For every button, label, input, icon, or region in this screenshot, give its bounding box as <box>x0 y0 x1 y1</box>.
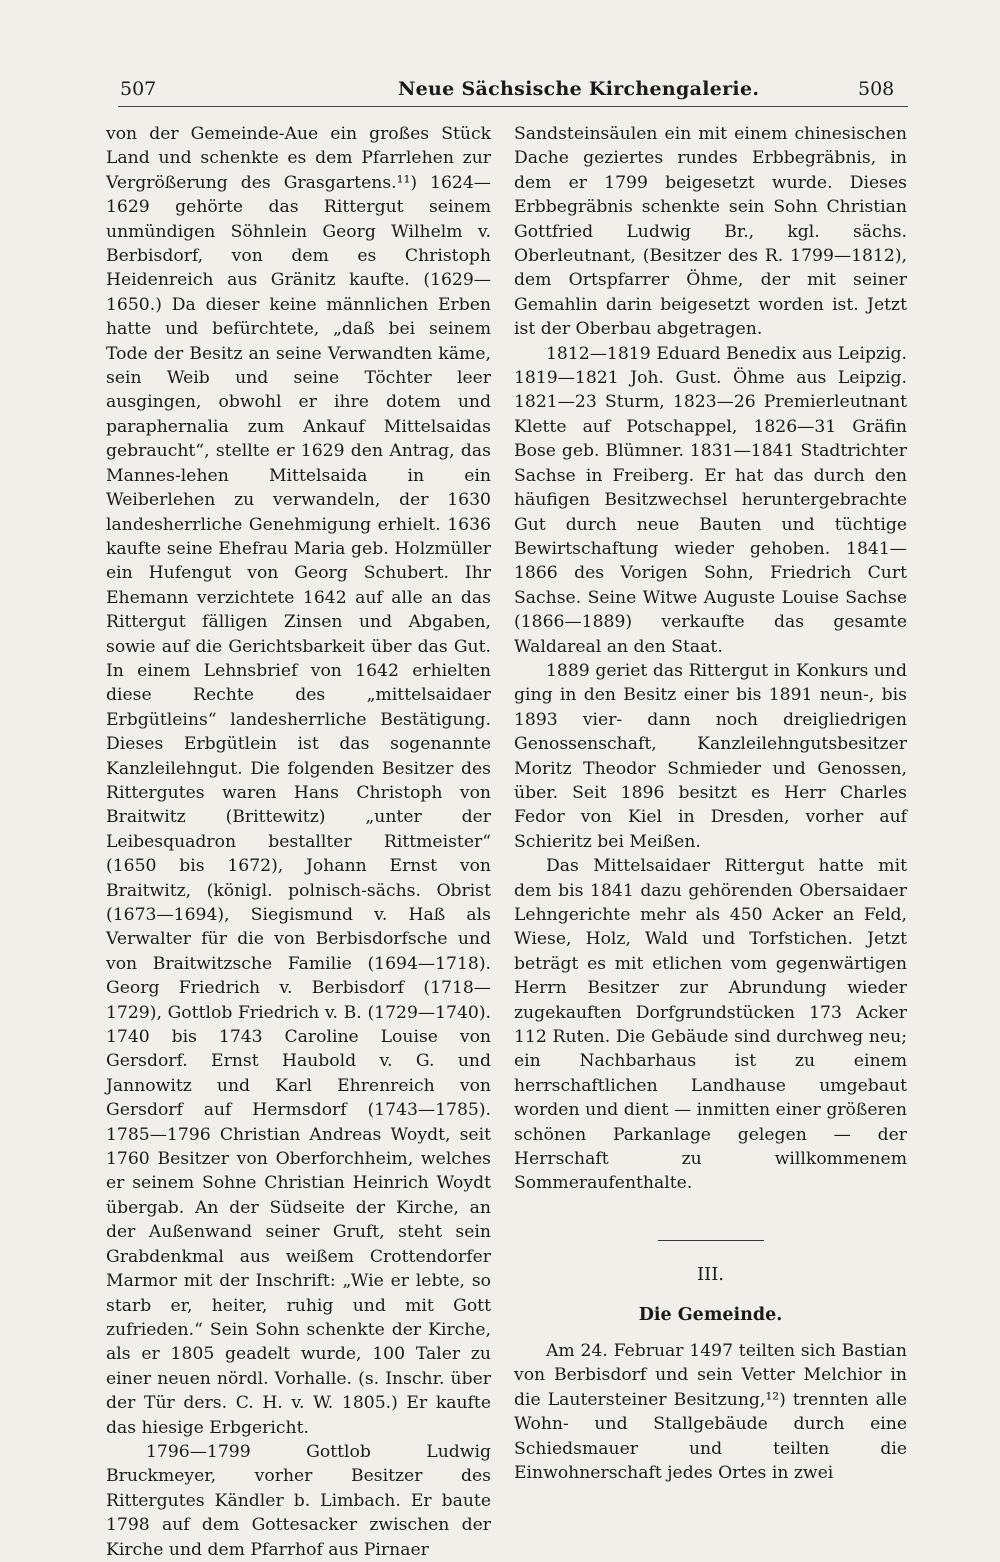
paragraph: Am 24. Februar 1497 teilten sich Bastian von Berbisdorf und sein Vetter Melchior in die Lautersteiner Besitzung,¹²) trennten alle Wohn- und Stallgebäude durch eine Schiedsmauer und teilten die Einwohnerschaft jedes Ortes in zwei <box>514 1340 907 1483</box>
paragraph: Sandsteinsäulen ein mit einem chinesischen Dache geziertes rundes Erbbegräbnis, in dem er 1799 beigesetzt wurde. Dieses Erbbegräbnis schenkte sein Sohn Christian Gottfried Ludwig Br., kgl. sächs. Oberleutnant, (Besitzer des R. 1799—1812), dem Ortspfarrer Öhme, der mit seiner Gemahlin darin beigesetzt worden ist. Jetzt ist der Oberbau abgetragen. <box>514 124 907 340</box>
right-column <box>514 122 907 1485</box>
page-header <box>0 78 1000 108</box>
paragraph: von der Gemeinde-Aue ein großes Stück Land und schenkte es dem Pfarrlehen zur Vergrößerung des Grasgartens.¹¹) 1624—1629 gehörte das Rittergut seinem unmündigen Söhnlein Georg Wilhelm v. Berbisdorf, von dem es Christoph Heidenreich aus Gränitz kaufte. (1629—1650.) Da dieser keine männlichen Erben hatte und befürchtete, „daß bei seinem Tode der Besitz an seine Verwandten käme, sein Weib und seine Töchter leer ausgingen, obwohl er ihre dotem und paraphernalia zum Ankauf Mittelsaidas gebraucht“, stellte er 1629 den Antrag, das Mannes-lehen Mittelsaida in ein Weiberlehen zu verwandeln, der 1630 landesherrliche Genehmigung erhielt. 1636 kaufte seine Ehefrau Maria geb. Holzmüller ein Hufengut von Georg Schubert. Ihr Ehemann verzichtete 1642 auf alle an das Rittergut fälligen Zinsen und Abgaben, sowie auf die Gerichtsbarkeit über das Gut. In einem Lehnsbrief von 1642 erhielten diese Rechte des „mittelsaidaer Erbgütleins“ landesherrliche Bestätigung. Dieses Erbgütlein ist das sogenannte Kanzleilehngut. Die folgenden Besitzer des Rittergutes waren Hans Christoph von Braitwitz (Brittewitz) „unter der Leibesquadron bestallter Rittmeister“ (1650 bis 1672), Johann Ernst von Braitwitz, (königl. polnisch-sächs. Obrist (1673—1694), Siegismund v. Haß als Verwalter für die von Berbisdorfsche und von Braitwitzsche Familie (1694—1718). Georg Friedrich v. Berbisdorf (1718—1729), Gottlob Friedrich v. B. (1729—1740). 1740 bis 1743 Caroline Louise von Gersdorf. Ernst Haubold v. G. und Jannowitz und Karl Ehrenreich von Gersdorf auf Hermsdorf (1743—1785). 1785—1796 Christian Andreas Woydt, seit 1760 Besitzer von Oberforchheim, welches er seinem Sohne Christian Heinrich Woydt übergab. An der Südseite der Kirche, an der Außenwand seiner Gruft, steht sein Grabdenkmal aus weißem Crottendorfer Marmor mit der Inschrift: „Wie er lebte, so starb er, heiter, ruhig und mit Gott zufrieden.“ Sein Sohn schenkte der Kirche, als er 1805 geadelt wurde, 100 Taler zu einer neuen nördl. Vorhalle. (s. Inschr. über der Tür ders. C. H. v. W. 1805.) Er kaufte das hiesige Erbgericht. <box>106 124 491 1438</box>
section-number: III. <box>696 1263 725 1285</box>
paragraph: 1812—1819 Eduard Benedix aus Leipzig. 1819—1821 Joh. Gust. Öhme aus Leipzig. 1821—23 Sturm, 1823—26 Premierleutnant Klette auf Potschappel, 1826—31 Gräfin Bose geb. Blümner. 1831—1841 Stadtrichter Sachse in Freiberg. Er hat das durch den häufigen Besitzwechsel heruntergebrachte Gut durch neue Bauten und tüchtige Bewirtschaftung wieder gehoben. 1841—1866 des Vorigen Sohn, Friedrich Curt Sachse. Seine Witwe Auguste Louise Sachse (1866—1889) verkaufte das gesamte Waldareal an den Staat. <box>514 343 907 657</box>
running-title: Neue Sächsische Kirchengalerie. <box>398 78 760 100</box>
section-divider <box>658 1240 764 1241</box>
paragraph: 1796—1799 Gottlob Ludwig Bruckmeyer, vorher Besitzer des Rittergutes Kändler b. Limbach. Er baute 1798 auf dem Gottesacker zwischen der Kirche und dem Pfarrhof aus Pirnaer <box>106 1441 491 1560</box>
left-column <box>106 122 491 1562</box>
paragraph: Das Mittelsaidaer Rittergut hatte mit dem bis 1841 dazu gehörenden Obersaidaer Lehngerichte mehr als 450 Acker an Feld, Wiese, Holz, Wald und Torfstichen. Jetzt beträgt es mit etlichen vom gegenwärtigen Herrn Besitzer zur Abrundung wieder zugekauften Dorfgrundstücken 173 Acker 112 Ruten. Die Gebäude sind durchweg neu; ein Nachbarhaus ist zu einem herrschaftlichen Landhause umgebaut worden und dient — inmitten einer größeren schönen Parkanlage gelegen — der Herrschaft zu willkommenem Sommeraufenthalte. <box>514 856 907 1194</box>
page-number-left: 507 <box>120 78 157 100</box>
paragraph: 1889 geriet das Rittergut in Konkurs und ging in den Besitz einer bis 1891 neun-, bis 1893 vier- dann noch dreigliedrigen Genossenschaft, Kanzleilehngutsbesitzer Moritz Theodor Schmieder und Genossen, über. Seit 1896 besitzt es Herr Charles Fedor von Kiel in Dresden, vorher auf Schieritz bei Meißen. <box>514 660 907 852</box>
page-number-right: 508 <box>858 78 895 100</box>
section-title: Die Gemeinde. <box>638 1304 783 1325</box>
header-rule <box>118 106 908 107</box>
